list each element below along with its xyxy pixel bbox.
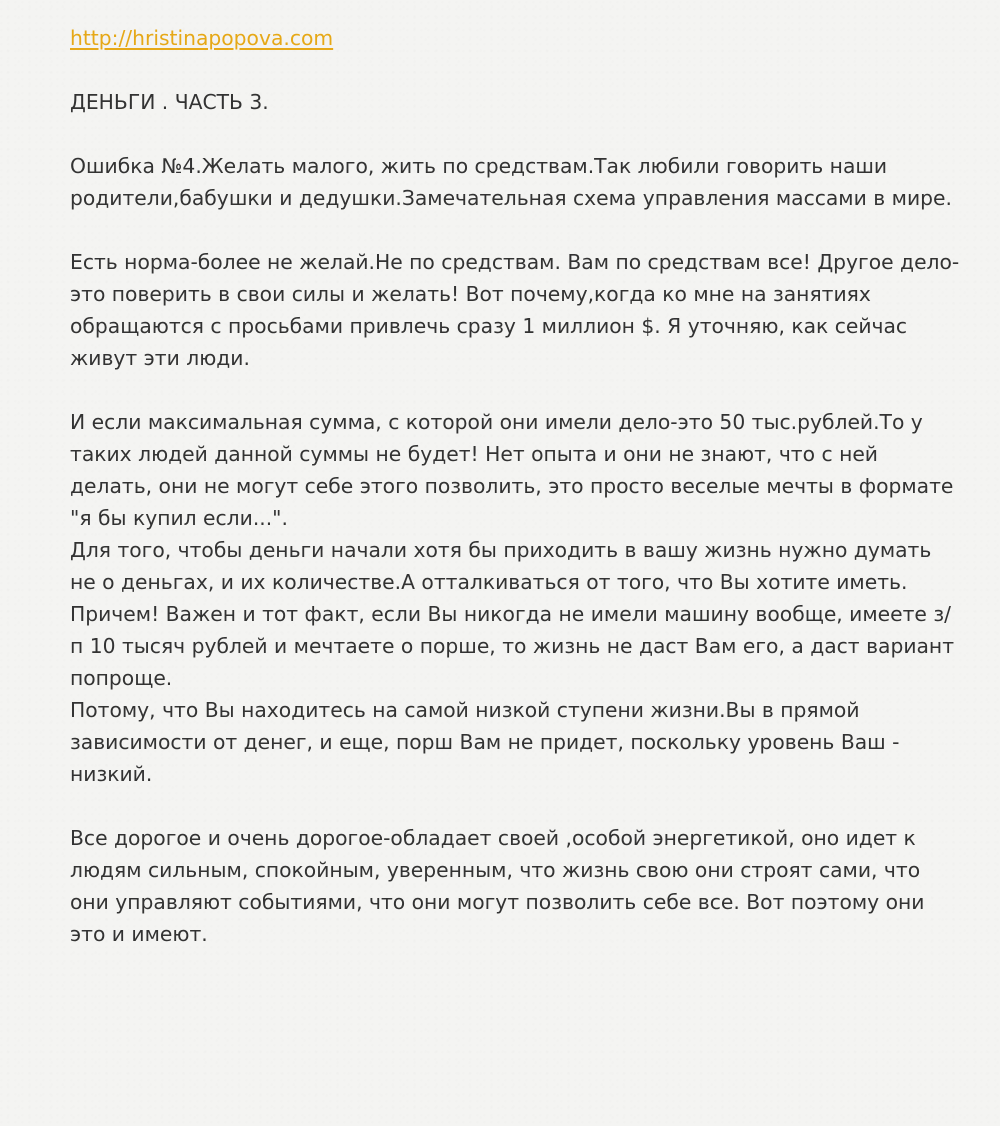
paragraph-norm: Есть норма-более не желай.Не по средствам. Вам по средствам все! Другое дело-это поверить в свои силы и желать! Вот почему,когда ко мне на занятиях обращаются с просьбами привлечь сразу 1 миллион $. Я уточняю, как сейчас живут эти люди. — [70, 250, 960, 370]
paragraph-expensive-energy: Все дорогое и очень дорогое-обладает своей ,особой энергетикой, оно идет к людям сильным, спокойным, уверенным, что жизнь свою они строят сами, что они управляют событиями, что они могут позволить себе все. Вот поэтому они это и имеют. — [70, 826, 925, 946]
paragraph-lowest-step: Потому, что Вы находитесь на самой низкой ступени жизни.Вы в прямой зависимости от денег, и еще, порш Вам не придет, поскольку уровень Ваш - низкий. — [70, 698, 900, 786]
website-link[interactable]: http://hristinapopova.com — [70, 26, 334, 50]
paragraph-mistake-4: Ошибка №4.Желать малого, жить по средствам.Так любили говорить наши родители,бабушки и дедушки.Замечательная схема управления массами в мире. — [70, 154, 952, 210]
paragraph-money-thinking: Для того, чтобы деньги начали хотя бы приходить в вашу жизнь нужно думать не о деньгах, и их количестве.А отталкиваться от того, что Вы хотите иметь. Причем! Важен и тот факт, если Вы никогда не имели машину вообще, имеете з/п 10 тысяч рублей и мечтаете о порше, то жизнь не даст Вам его, а даст вариант попроще. — [70, 538, 955, 690]
note-title: ДЕНЬГИ . ЧАСТЬ 3. — [70, 90, 269, 114]
paragraph-max-sum: И если максимальная сумма, с которой они имели дело-это 50 тыс.рублей.То у таких людей данной суммы не будет! Нет опыта и они не знают, что с ней делать, они не могут себе этого позволить, это просто веселые мечты в формате "я бы купил если...". — [70, 410, 954, 530]
